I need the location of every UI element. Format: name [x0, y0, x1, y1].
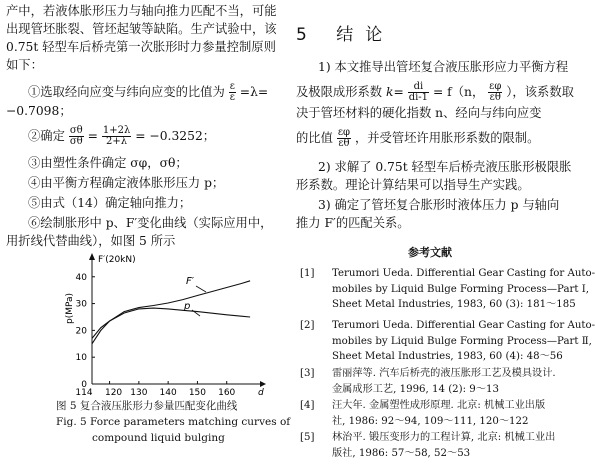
diameter-ratio-fraction — [408, 82, 429, 103]
conclusion-1-line-4 — [296, 128, 539, 149]
fraction-bottom: εθ — [489, 92, 501, 103]
text: = f（n， — [432, 85, 485, 99]
reference-line: 汪大年. 金属塑性成形原理. 北京: 机械工业出版 — [332, 400, 546, 411]
fraction-bottom: 2+λ — [106, 136, 128, 147]
reference-line: 林治平. 锻压变形力的工程计算, 北京: 机械工业出 — [332, 432, 556, 443]
x-tick-label: 120 — [104, 388, 123, 398]
text: ），该系数取 — [506, 85, 574, 99]
text: ，并受管坯许用胀形系数的限制。 — [354, 131, 540, 145]
reference-number: [4] — [300, 400, 315, 411]
series-line-p — [92, 308, 250, 338]
series-line-f — [92, 281, 250, 344]
k-symbol: k — [386, 85, 394, 99]
step-6: ⑥绘制胀形中 p、F′变化曲线（实际应用中， — [28, 216, 273, 230]
step-3: ③由塑性条件确定 σφ，σθ； — [28, 156, 188, 170]
intro-line-4: 如下： — [6, 58, 43, 72]
chart-axes — [89, 253, 266, 387]
x-tick-label: 160 — [218, 388, 236, 398]
x-tick-label: 150 — [188, 388, 207, 398]
conclusion-2-line-1: 2) 求解了 0.75t 轻型车后桥壳液压胀形极限胀 — [318, 160, 572, 174]
intro-line-2: 出现管坯胀裂、管坯起皱等缺陷。生产试验中，该 — [6, 22, 277, 36]
step-2 — [28, 126, 215, 147]
figure-caption-en-2: compound liquid bulging — [92, 432, 225, 444]
x-axis-label: d — [258, 388, 264, 398]
stress-ratio-fraction — [69, 126, 84, 147]
step-1 — [28, 82, 268, 103]
y-axis-label: p(MPa) — [65, 292, 75, 324]
figure-caption-cn: 图 5 复合液压胀形力参量匹配变化曲线 — [56, 400, 238, 412]
f-label-leader — [196, 286, 206, 292]
intro-line-3: 0.75t 轻型车后桥壳第一次胀形时力参量控制原则 — [6, 40, 276, 54]
step-2-text: ②确定 — [28, 129, 65, 143]
reference-number: [3] — [300, 368, 315, 379]
fraction-bottom: εθ — [338, 138, 350, 149]
fraction-top: σθ — [69, 125, 83, 136]
fraction-bottom: σθ — [69, 136, 83, 147]
y-tick-label: 10 — [75, 353, 87, 364]
lambda-fraction — [102, 126, 131, 147]
y-unit-label: F′(20kN) — [98, 255, 136, 265]
step-2-eq: = — [87, 129, 98, 143]
y-tick-label: 0 — [81, 380, 87, 390]
chart-series — [92, 281, 250, 344]
chart-ticks — [75, 273, 264, 398]
x-tick-label: 130 — [130, 388, 148, 398]
y-tick-label: 20 — [75, 326, 87, 337]
strain-ratio-fraction — [488, 82, 502, 103]
figure-caption-en-1: Fig. 5 Force parameters matching curves of — [56, 416, 291, 428]
reference-line: Sheet Metal Industries, 1983, 60 (4): 48～56 — [332, 351, 563, 362]
strain-ratio-fraction-2 — [337, 128, 351, 149]
step-1-eq: =λ= — [239, 85, 269, 99]
conclusion-3-line-2: 推力 F′的匹配关系。 — [296, 216, 410, 230]
fraction-top: εφ — [489, 81, 502, 92]
reference-line: 雷丽萍等. 汽车后桥壳的液压胀形工艺及模具设计. — [332, 368, 556, 379]
reference-number: [2] — [300, 320, 315, 331]
reference-line: mobiles by Liquid Bulge Forming Process—Part Ⅰ, — [332, 283, 589, 295]
fraction-bottom: ε — [229, 92, 235, 103]
intro-line-1: 产中，若液体胀形压力与轴向推力匹配不当，可能 — [6, 4, 277, 18]
fraction-top: ε — [229, 81, 235, 92]
reference-line: 金属成形工艺, 1996, 14 (2): 9～13 — [332, 383, 499, 395]
step-6-cont: 用折线代替曲线），如图 5 所示 — [6, 234, 176, 248]
p-label-leader — [192, 310, 200, 316]
fraction-top: εφ — [337, 127, 351, 138]
x-tick-label: 114 — [75, 388, 93, 398]
text: 及极限成形系数 — [296, 85, 383, 99]
step-1-value: −0.7098； — [6, 104, 72, 118]
conclusion-1-line-1: 1) 本文推导出管坯复合液压胀形应力平衡方程 — [318, 60, 569, 74]
y-tick-label: 40 — [75, 272, 87, 283]
reference-number: [1] — [300, 268, 315, 279]
step-1-text: ①选取经向应变与纬向应变的比值为 — [28, 85, 225, 99]
conclusion-2-line-2: 形系数。理论计算结果可以指导生产实践。 — [296, 178, 530, 192]
force-matching-chart — [6, 252, 290, 398]
conclusion-3-line-1: 3) 确定了管坯复合胀形时液体压力 p 与轴向 — [318, 198, 560, 212]
x-tick-label: 140 — [159, 388, 177, 398]
conclusion-1-line-2 — [296, 82, 574, 103]
fraction-top: di — [408, 82, 429, 93]
fraction-top: 1+2λ — [102, 125, 131, 136]
reference-line: Terumori Ueda. Differential Gear Casting for Auto- — [332, 268, 595, 279]
reference-line: mobiles by Liquid Bulge Forming Process—Part Ⅱ, — [332, 335, 592, 347]
fraction-bottom: di-1 — [408, 92, 429, 103]
curve-p-label: p — [184, 301, 191, 312]
y-axis-arrow — [89, 253, 95, 260]
text: 的比值 — [296, 131, 333, 145]
strain-ratio-fraction — [229, 82, 236, 103]
step-5: ⑤由式（14）确定轴向推力； — [28, 196, 192, 210]
reference-line: Sheet Metal Industries, 1983, 60 (3): 181～185 — [332, 299, 576, 310]
conclusion-1-line-3: 决于管坯材料的硬化指数 n、经向与纬向应变 — [296, 106, 542, 120]
x-axis-arrow — [260, 381, 266, 387]
curve-f-label: F′ — [186, 276, 195, 287]
step-2-value: = −0.3252； — [135, 129, 216, 143]
references-title: 参考文献 — [408, 246, 452, 259]
reference-line: 社, 1986: 92～94, 109～111, 120～122 — [332, 415, 529, 427]
section-title: 5 结论 — [296, 25, 395, 45]
reference-line: Terumori Ueda. Differential Gear Casting for Auto- — [332, 320, 595, 331]
reference-line: 版社, 1986: 57～58, 52～53 — [332, 447, 471, 459]
reference-number: [5] — [300, 432, 315, 443]
step-4: ④由平衡方程确定液体胀形压力 p； — [28, 176, 225, 190]
y-tick-label: 30 — [75, 299, 87, 310]
text: = — [393, 85, 404, 99]
